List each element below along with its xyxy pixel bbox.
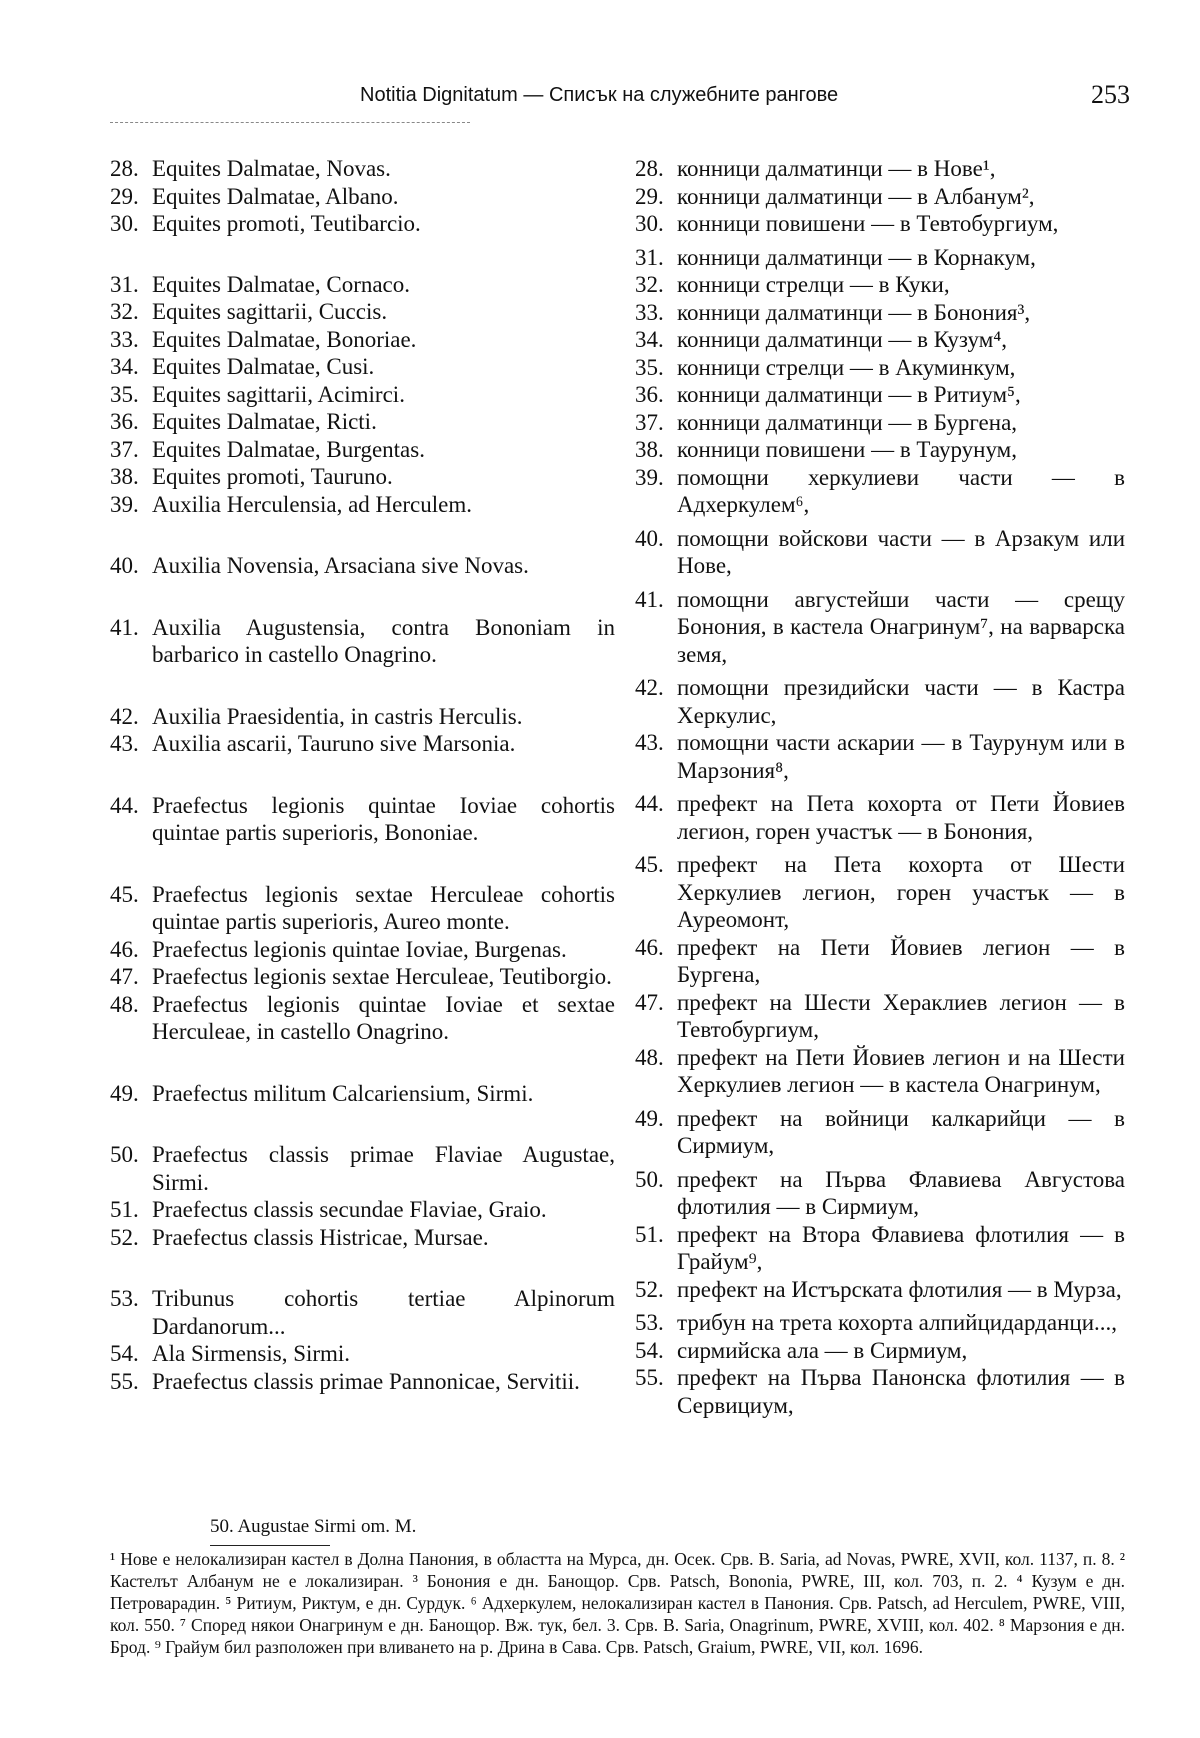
entry-number: 55. xyxy=(110,1368,139,1394)
entry-text: префект на Първа Панонска флотилия — в Сервициум, xyxy=(677,1365,1125,1418)
entry-number: 35. xyxy=(110,381,139,407)
bulgarian-entry-30 xyxy=(635,210,1125,238)
entry-number: 31. xyxy=(110,271,139,297)
bulgarian-entry-54 xyxy=(635,1337,1125,1365)
entry-text: конници повишени — в Таурунум, xyxy=(677,437,1017,462)
bulgarian-entry-31 xyxy=(635,244,1125,272)
entry-text: Equites Dalmatae, Cornaco. xyxy=(152,271,411,297)
latin-entry-42 xyxy=(110,703,615,731)
entry-number: 32. xyxy=(635,272,664,297)
entry-number: 37. xyxy=(635,409,664,435)
entry-text: Praefectus classis secundae Flaviae, Graio. xyxy=(152,1197,547,1222)
latin-entry-29 xyxy=(110,183,615,211)
entry-text: Praefectus classis Histricae, Mursae. xyxy=(152,1224,489,1250)
entry-number: 52. xyxy=(635,1276,664,1302)
entry-text: Equites Dalmatae, Novas. xyxy=(152,156,391,181)
latin-entry-34 xyxy=(110,353,615,381)
entry-text: помощни президийски части — в Кастра Херкулис, xyxy=(677,675,1125,728)
entry-text: трибун на трета кохорта алпийцидарданци..., xyxy=(677,1310,1118,1335)
latin-entry-33 xyxy=(110,326,615,354)
entry-text: Equites promoti, Teutibarcio. xyxy=(152,211,421,236)
variant-note: 50. Augustae Sirmi om. M. xyxy=(210,1516,417,1537)
entry-text: конници далматинци — в Бонония³, xyxy=(677,299,1031,325)
latin-entry-41 xyxy=(110,614,615,669)
entry-text: конници далматинци — в Албанум², xyxy=(677,183,1035,209)
bulgarian-entry-53 xyxy=(635,1309,1125,1337)
latin-entry-28 xyxy=(110,155,615,183)
latin-entry-51 xyxy=(110,1196,615,1224)
entry-number: 50. xyxy=(635,1166,664,1192)
bulgarian-entry-44 xyxy=(635,790,1125,845)
entry-number: 48. xyxy=(110,991,139,1017)
entry-number: 33. xyxy=(110,326,139,352)
latin-entry-55 xyxy=(110,1368,615,1396)
entry-number: 54. xyxy=(110,1341,139,1366)
latin-entry-52 xyxy=(110,1224,615,1252)
bulgarian-entry-33 xyxy=(635,299,1125,327)
entry-text: конници далматинци — в Ритиум⁵, xyxy=(677,382,1021,407)
entry-number: 48. xyxy=(635,1044,664,1070)
bulgarian-entry-46 xyxy=(635,934,1125,989)
latin-entry-47 xyxy=(110,963,615,991)
entry-text: Equites Dalmatae, Albano. xyxy=(152,183,399,209)
entry-number: 41. xyxy=(635,586,664,612)
entry-number: 46. xyxy=(635,934,664,960)
entry-number: 49. xyxy=(635,1105,664,1131)
entry-text: Equites Dalmatae, Burgentas. xyxy=(152,436,425,462)
bulgarian-entry-41 xyxy=(635,586,1125,669)
entry-number: 53. xyxy=(635,1310,664,1335)
bulgarian-entry-49 xyxy=(635,1105,1125,1160)
entry-text: Praefectus classis primae Pannonicae, Servitii. xyxy=(152,1368,580,1394)
latin-entry-39 xyxy=(110,491,615,519)
entry-number: 53. xyxy=(110,1286,139,1311)
entry-number: 30. xyxy=(635,211,664,236)
latin-entry-43 xyxy=(110,730,615,758)
bulgarian-column xyxy=(635,155,1125,1419)
latin-entry-31 xyxy=(110,271,615,299)
latin-entry-48 xyxy=(110,991,615,1046)
header-rule xyxy=(110,122,470,123)
bulgarian-entry-32 xyxy=(635,271,1125,299)
entry-text: префект на войници калкарийци — в Сирмиум, xyxy=(677,1105,1125,1158)
bulgarian-entry-42 xyxy=(635,674,1125,729)
bulgarian-entry-43 xyxy=(635,729,1125,784)
latin-entry-50 xyxy=(110,1141,615,1196)
entry-number: 42. xyxy=(635,675,664,700)
bulgarian-entry-39 xyxy=(635,464,1125,519)
entry-number: 45. xyxy=(110,881,139,907)
entry-number: 37. xyxy=(110,436,139,462)
page-number: 253 xyxy=(1091,80,1130,109)
entry-text: Ala Sirmensis, Sirmi. xyxy=(152,1341,351,1366)
entry-number: 29. xyxy=(110,183,139,209)
entry-text: Praefectus legionis sextae Herculeae cohortis quintae partis superioris, Aureo monte. xyxy=(152,881,615,934)
entry-text: префект на Истърската флотилия — в Мурза, xyxy=(677,1276,1122,1302)
entry-number: 28. xyxy=(635,156,664,181)
entry-text: Equites sagittarii, Acimirci. xyxy=(152,381,405,407)
latin-entry-32 xyxy=(110,298,615,326)
latin-entry-54 xyxy=(110,1340,615,1368)
entry-number: 33. xyxy=(635,299,664,325)
entry-text: Equites Dalmatae, Bonoriae. xyxy=(152,326,417,352)
entry-number: 49. xyxy=(110,1080,139,1106)
bulgarian-entry-50 xyxy=(635,1166,1125,1221)
entry-text: помощни херкулиеви части — в Адхеркулем⁶, xyxy=(677,464,1125,517)
bulgarian-entry-36 xyxy=(635,381,1125,409)
entry-text: Tribunus cohortis tertiae Alpinorum Dardanorum... xyxy=(152,1286,615,1339)
entry-number: 51. xyxy=(635,1221,664,1247)
bulgarian-entry-34 xyxy=(635,326,1125,354)
entry-number: 43. xyxy=(110,731,139,756)
entry-text: префект на Пети Йовиев легион — в Бургена, xyxy=(677,934,1125,987)
running-header xyxy=(110,80,1130,118)
entry-text: помощни войскови части — в Арзакум или Нове, xyxy=(677,525,1125,578)
bulgarian-entry-47 xyxy=(635,989,1125,1044)
entry-number: 29. xyxy=(635,183,664,209)
latin-entry-53 xyxy=(110,1285,615,1340)
entry-number: 42. xyxy=(110,703,139,729)
entry-text: конници стрелци — в Акуминкум, xyxy=(677,354,1016,380)
entry-number: 39. xyxy=(635,464,664,490)
entry-text: префект на Първа Флавиева Августова флотилия — в Сирмиум, xyxy=(677,1166,1125,1219)
entry-text: помощни части аскарии — в Таурунум или в Марзония⁸, xyxy=(677,730,1125,783)
entry-text: Equites promoti, Tauruno. xyxy=(152,464,393,489)
entry-number: 47. xyxy=(110,964,139,989)
bulgarian-entry-40 xyxy=(635,525,1125,580)
entry-text: помощни августейши части — срещу Бонония, в кастела Онагринум⁷, на варварска земя, xyxy=(677,586,1125,667)
entry-text: Praefectus legionis quintae Ioviae cohortis quintae partis superioris, Bononiae. xyxy=(152,792,615,845)
entry-number: 28. xyxy=(110,156,139,181)
footnotes xyxy=(110,1548,1125,1658)
entry-text: конници далматинци — в Нове¹, xyxy=(677,156,996,181)
entry-number: 34. xyxy=(635,327,664,352)
entry-number: 50. xyxy=(110,1142,139,1167)
entry-text: Praefectus legionis quintae Ioviae et sextae Herculeae, in castello Onagrino. xyxy=(152,991,615,1044)
latin-entry-35 xyxy=(110,381,615,409)
bulgarian-entry-52 xyxy=(635,1276,1125,1304)
bulgarian-entry-51 xyxy=(635,1221,1125,1276)
bulgarian-entry-28 xyxy=(635,155,1125,183)
entry-text: конници далматинци — в Корнакум, xyxy=(677,244,1036,270)
entry-number: 30. xyxy=(110,211,139,236)
bulgarian-entry-29 xyxy=(635,183,1125,211)
entry-number: 46. xyxy=(110,936,139,962)
latin-entry-49 xyxy=(110,1080,615,1108)
latin-entry-40 xyxy=(110,552,615,580)
entry-number: 45. xyxy=(635,852,664,877)
entry-number: 40. xyxy=(635,525,664,551)
entry-text: конници далматинци — в Кузум⁴, xyxy=(677,327,1008,352)
entry-text: конници далматинци — в Бургена, xyxy=(677,409,1018,435)
entry-number: 47. xyxy=(635,989,664,1015)
entry-number: 32. xyxy=(110,299,139,324)
entry-number: 44. xyxy=(635,791,664,816)
latin-entry-36 xyxy=(110,408,615,436)
entry-number: 36. xyxy=(635,382,664,407)
bulgarian-entry-38 xyxy=(635,436,1125,464)
entry-text: префект на Пета кохорта от Шести Херкулиев легион, горен участък — в Ауреомонт, xyxy=(677,852,1125,932)
entry-number: 51. xyxy=(110,1197,139,1222)
latin-entry-37 xyxy=(110,436,615,464)
bulgarian-entry-48 xyxy=(635,1044,1125,1099)
entry-text: Auxilia Herculensia, ad Herculem. xyxy=(152,491,472,517)
entry-text: префект на Пети Йовиев легион и на Шести Херкулиев легион — в кастела Онагринум, xyxy=(677,1044,1125,1097)
entry-text: Auxilia ascarii, Tauruno sive Marsonia. xyxy=(152,731,516,756)
entry-text: Praefectus legionis sextae Herculeae, Teutiborgio. xyxy=(152,964,612,989)
entry-text: префект на Пета кохорта от Пети Йовиев легион, горен участък — в Бонония, xyxy=(677,791,1125,844)
entry-text: конници стрелци — в Куки, xyxy=(677,272,950,297)
latin-entry-44 xyxy=(110,792,615,847)
latin-entry-46 xyxy=(110,936,615,964)
footnote-text: ¹ Нове е нелокализиран кастел в Долна Панония, в областта на Мурса, дн. Осек. Срв. B. Saria, ad Novas, PWRE, XVII, кол. 1137, п. 8. ² Кастелът Албанум не е локализиран. ³ Бонония е дн. Банощор. Срв. Patsch, Bononia, PWRE, III, кол. 703, п. 2. ⁴ Кузум е дн. Петроварадин. ⁵ Ритиум, Риктум, е дн. Сурдук. ⁶ Адхеркулем, нелокализиран кастел в Панония. Срв. Patsch, ad Herculem, PWRE, VIII, кол. 550. ⁷ Според някои Онагринум е дн. Банощор. Вж. тук, бел. 3. Срв. B. Saria, Onagrinum, PWRE, XVIII, кол. 402. ⁸ Марзония е дн. Брод. ⁹ Грайум бил разположен при вливането на р. Дрина в Сава. Срв. Patsch, Graium, PWRE, VII, кол. 1696. xyxy=(110,1549,1125,1657)
entry-text: Equites sagittarii, Cuccis. xyxy=(152,299,388,324)
entry-number: 34. xyxy=(110,354,139,379)
latin-entry-45 xyxy=(110,881,615,936)
entry-text: Equites Dalmatae, Ricti. xyxy=(152,409,377,434)
entry-number: 40. xyxy=(110,553,139,578)
entry-text: Praefectus legionis quintae Ioviae, Burgenas. xyxy=(152,936,567,962)
entry-number: 38. xyxy=(110,464,139,489)
entry-text: конници повишени — в Тевтобургиум, xyxy=(677,211,1059,236)
footnote-rule xyxy=(210,1545,330,1546)
entry-number: 43. xyxy=(635,730,664,755)
entry-number: 44. xyxy=(110,792,139,818)
header-title: Notitia Dignitatum — Списък на служебните рангове xyxy=(360,84,839,106)
entry-number: 38. xyxy=(635,437,664,462)
entry-text: Auxilia Praesidentia, in castris Herculis. xyxy=(152,703,523,729)
entry-text: префект на Шести Хераклиев легион — в Тевтобургиум, xyxy=(677,989,1125,1042)
entry-number: 35. xyxy=(635,354,664,380)
bulgarian-entry-55 xyxy=(635,1364,1125,1419)
latin-entry-38 xyxy=(110,463,615,491)
entry-number: 39. xyxy=(110,491,139,517)
entry-text: сирмийска ала — в Сирмиум, xyxy=(677,1337,968,1363)
entry-number: 54. xyxy=(635,1337,664,1363)
entry-text: Equites Dalmatae, Cusi. xyxy=(152,354,375,379)
latin-column xyxy=(110,155,615,1395)
entry-number: 31. xyxy=(635,244,664,270)
bulgarian-entry-35 xyxy=(635,354,1125,382)
latin-entry-30 xyxy=(110,210,615,238)
entry-text: Praefectus classis primae Flaviae Augustae, Sirmi. xyxy=(152,1142,615,1195)
entry-number: 55. xyxy=(635,1365,664,1390)
entry-text: Auxilia Augustensia, contra Bononiam in barbarico in castello Onagrino. xyxy=(152,614,615,667)
entry-number: 52. xyxy=(110,1224,139,1250)
entry-number: 36. xyxy=(110,409,139,434)
entry-text: префект на Втора Флавиева флотилия — в Грайум⁹, xyxy=(677,1221,1125,1274)
bulgarian-entry-45 xyxy=(635,851,1125,934)
entry-text: Auxilia Novensia, Arsaciana sive Novas. xyxy=(152,553,529,578)
bulgarian-entry-37 xyxy=(635,409,1125,437)
entry-number: 41. xyxy=(110,614,139,640)
entry-text: Praefectus militum Calcariensium, Sirmi. xyxy=(152,1080,534,1106)
